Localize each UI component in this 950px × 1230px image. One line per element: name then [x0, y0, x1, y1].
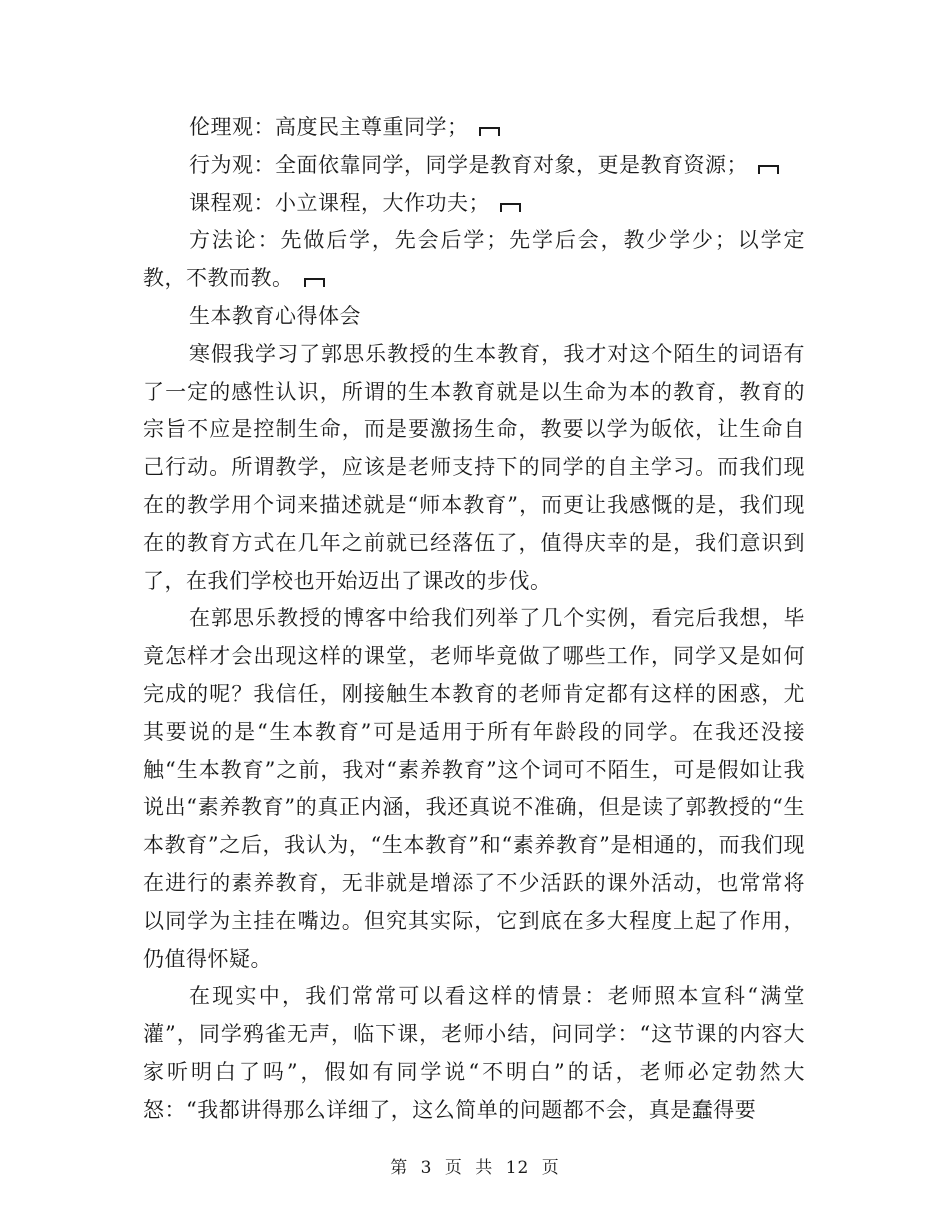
- paragraph-text: 课程观：小立课程，大作功夫；: [189, 190, 490, 215]
- paragraph-mark-icon: [479, 127, 500, 136]
- paragraph-mark-icon: [758, 165, 779, 174]
- paragraph-ethics: [143, 109, 805, 147]
- paragraph-body: [143, 978, 805, 1129]
- paragraph-curriculum: [143, 185, 805, 223]
- paragraph-mark-icon: [304, 278, 325, 287]
- document-body: [143, 109, 805, 1130]
- paragraph-text: 行为观：全面依靠同学，同学是教育对象，更是教育资源；: [189, 152, 748, 177]
- section-heading: [143, 298, 805, 336]
- paragraph-text: 在郭思乐教授的博客中给我们列举了几个实例，看完后我想，毕竟怎样才会出现这样的课堂，老师毕竟做了哪些工作，同学又是如何完成的呢？我信任，刚接触生本教育的老师肯定都有这样的困惑，尤其要说的是“生本教育”可是适用于所有年龄段的同学。在我还没接触“生本教育”之前，我对“素养教育”这个词可不陌生，可是假如让我说出“素养教育”的真正内涵，我还真说不准确，但是读了郭教授的“生本教育”之后，我认为，“生本教育”和“素养教育”是相通的，而我们现在进行的素养教育，无非就是增添了不少活跃的课外活动，也常常将以同学为主挂在嘴边。但究其实际，它到底在多大程度上起了作用，仍值得怀疑。: [143, 606, 805, 971]
- paragraph-text: 伦理观：高度民主尊重同学；: [189, 115, 469, 139]
- paragraph-text: 在现实中，我们常常可以看这样的情景：老师照本宣科“满堂灌”，同学鸦雀无声，临下课，老师小结，问同学：“这节课的内容大家听明白了吗”，假如有同学说“不明白”的话，老师必定勃然大怒：“我都讲得那么详细了，这么简单的问题都不会，真是蠢得要: [143, 984, 805, 1122]
- page-number-footer: 第 3 页 共 12 页: [390, 1158, 560, 1178]
- paragraph-text: 寒假我学习了郭思乐教授的生本教育，我才对这个陌生的词语有了一定的感性认识，所谓的生本教育就是以生命为本的教育，教育的宗旨不应是控制生命，而是要激扬生命，教要以学为皈依，让生命自己行动。所谓教学，应该是老师支持下的同学的自主学习。而我们现在的教学用个词来描述就是“师本教育”，而更让我感慨的是，我们现在的教育方式在几年之前就已经落伍了，值得庆幸的是，我们意识到了，在我们学校也开始迈出了课改的步伐。: [143, 341, 805, 593]
- paragraph-body: [143, 600, 805, 978]
- paragraph-body: [143, 336, 805, 601]
- paragraph-behavior: [143, 147, 805, 185]
- paragraph-mark-icon: [500, 203, 521, 212]
- paragraph-methodology: [143, 222, 805, 298]
- paragraph-text: 方法论：先做后学，先会后学；先学后会，教少学少；以学定教，不教而教。: [143, 228, 805, 291]
- section-heading-text: 生本教育心得体会: [189, 303, 361, 328]
